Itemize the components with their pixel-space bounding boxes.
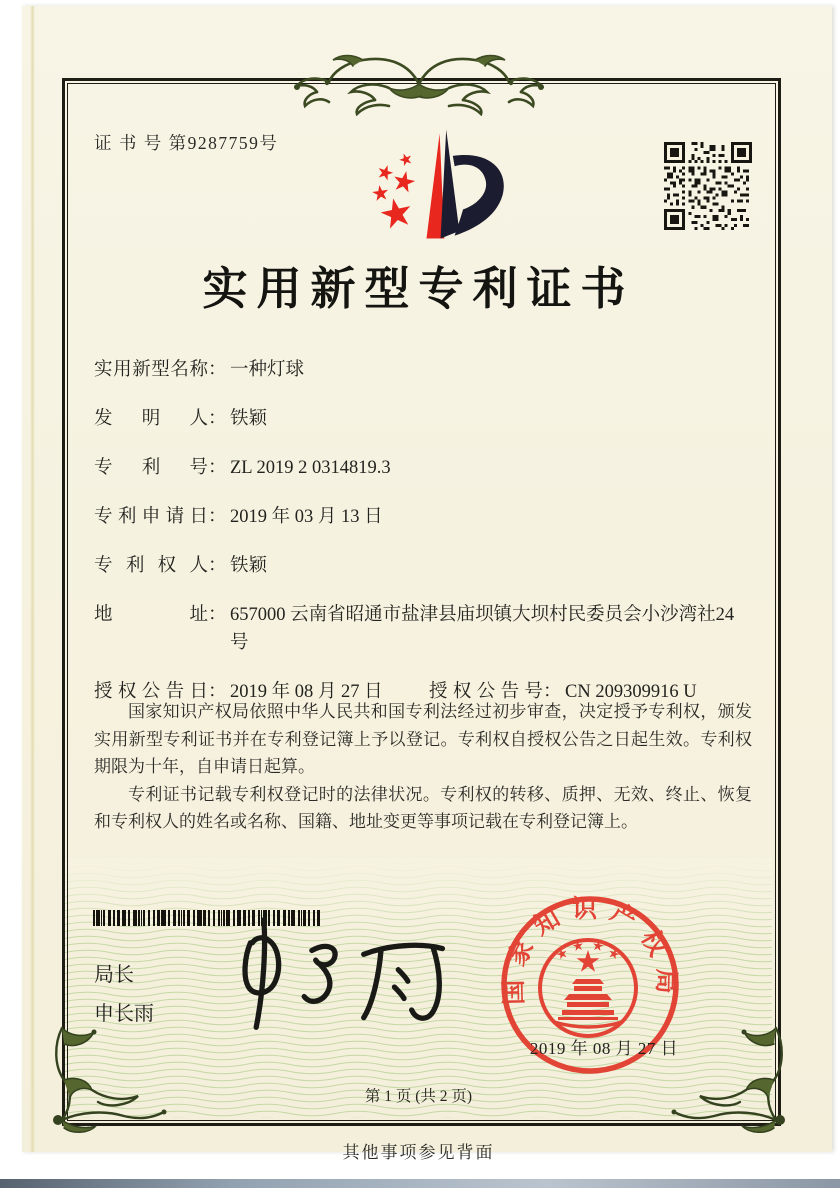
field-row-filing-date: 专利申请日 ： 2019 年 03 月 13 日 [94, 503, 754, 531]
field-label: 专利权人 [94, 556, 208, 576]
field-label: 专利申请日 [94, 507, 208, 527]
field-row-grant: 授权公告日 ： 2019 年 08 月 27 日 授权公告号 ： CN 209309916 U [94, 678, 754, 706]
signer-title: 局长 [94, 964, 134, 986]
field-row-name: 实用新型名称 ： 一种灯球 [94, 356, 754, 384]
certificate-number: 证 书 号 第9287759号 [94, 133, 279, 153]
field-label: 地址 [94, 605, 208, 625]
certificate-page [22, 6, 832, 1162]
cnipa-logo-icon [348, 124, 520, 246]
legal-text [94, 698, 752, 836]
legal-paragraph: 国家知识产权局依照中华人民共和国专利法经过初步审查，决定授予专利权，颁发实用新型专利证书并在专利登记簿上予以登记。专利权自授权公告之日起生效。专利权期限为十年，自申请日起算。 [94, 702, 752, 776]
field-row-address: 地址 ： 657000 云南省昭通市盐津县庙坝镇大坝村民委员会小沙湾社24号 [94, 601, 754, 657]
seal-ring-text: 国家知识产权局 [500, 896, 680, 1006]
corner-flourish-icon [44, 1024, 169, 1139]
signer-block [94, 956, 154, 1034]
scan-edge [0, 1179, 840, 1188]
field-value: 铁颖 [230, 556, 268, 576]
field-value: 657000 云南省昭通市盐津县庙坝镇大坝村民委员会小沙湾社24号 [230, 605, 735, 653]
field-value: 一种灯球 [230, 360, 305, 380]
scan-crease [30, 6, 35, 1152]
field-label: 实用新型名称 [94, 360, 208, 380]
field-value: 铁颖 [230, 409, 268, 429]
field-value: 2019 年 03 月 13 日 [230, 507, 383, 527]
grant-number: CN 209309916 U [565, 682, 697, 702]
grant-date: 2019 年 08 月 27 日 [230, 682, 383, 702]
seal-date: 2019 年 08 月 27 日 [529, 1039, 679, 1058]
field-label: 授权公告号 [429, 682, 543, 702]
field-label: 专利号 [94, 458, 208, 478]
certificate-title: 实用新型专利证书 [202, 264, 635, 314]
field-row-inventor: 发明人 ： 铁颖 [94, 405, 754, 433]
page-indicator: 第 1 页 (共 2 页) [364, 1088, 473, 1105]
field-value: ZL 2019 2 0314819.3 [230, 458, 391, 478]
qr-code-icon [663, 142, 753, 230]
field-label: 授权公告日 [94, 682, 208, 702]
field-label: 发明人 [94, 409, 208, 429]
field-row-patent-no: 专利号 ： ZL 2019 2 0314819.3 [94, 454, 754, 482]
top-flourish-icon [289, 46, 549, 116]
signature-icon [217, 914, 472, 1034]
back-side-note: 其他事项参见背面 [342, 1143, 495, 1162]
signer-name: 申长雨 [94, 1003, 154, 1025]
field-list [94, 356, 754, 706]
legal-paragraph: 专利证书记载专利权登记时的法律状况。专利权的转移、质押、无效、终止、恢复和专利权人的姓名或名称、国籍、地址变更等事项记载在专利登记簿上。 [94, 784, 752, 831]
field-row-patentee: 专利权人 ： 铁颖 [94, 552, 754, 580]
